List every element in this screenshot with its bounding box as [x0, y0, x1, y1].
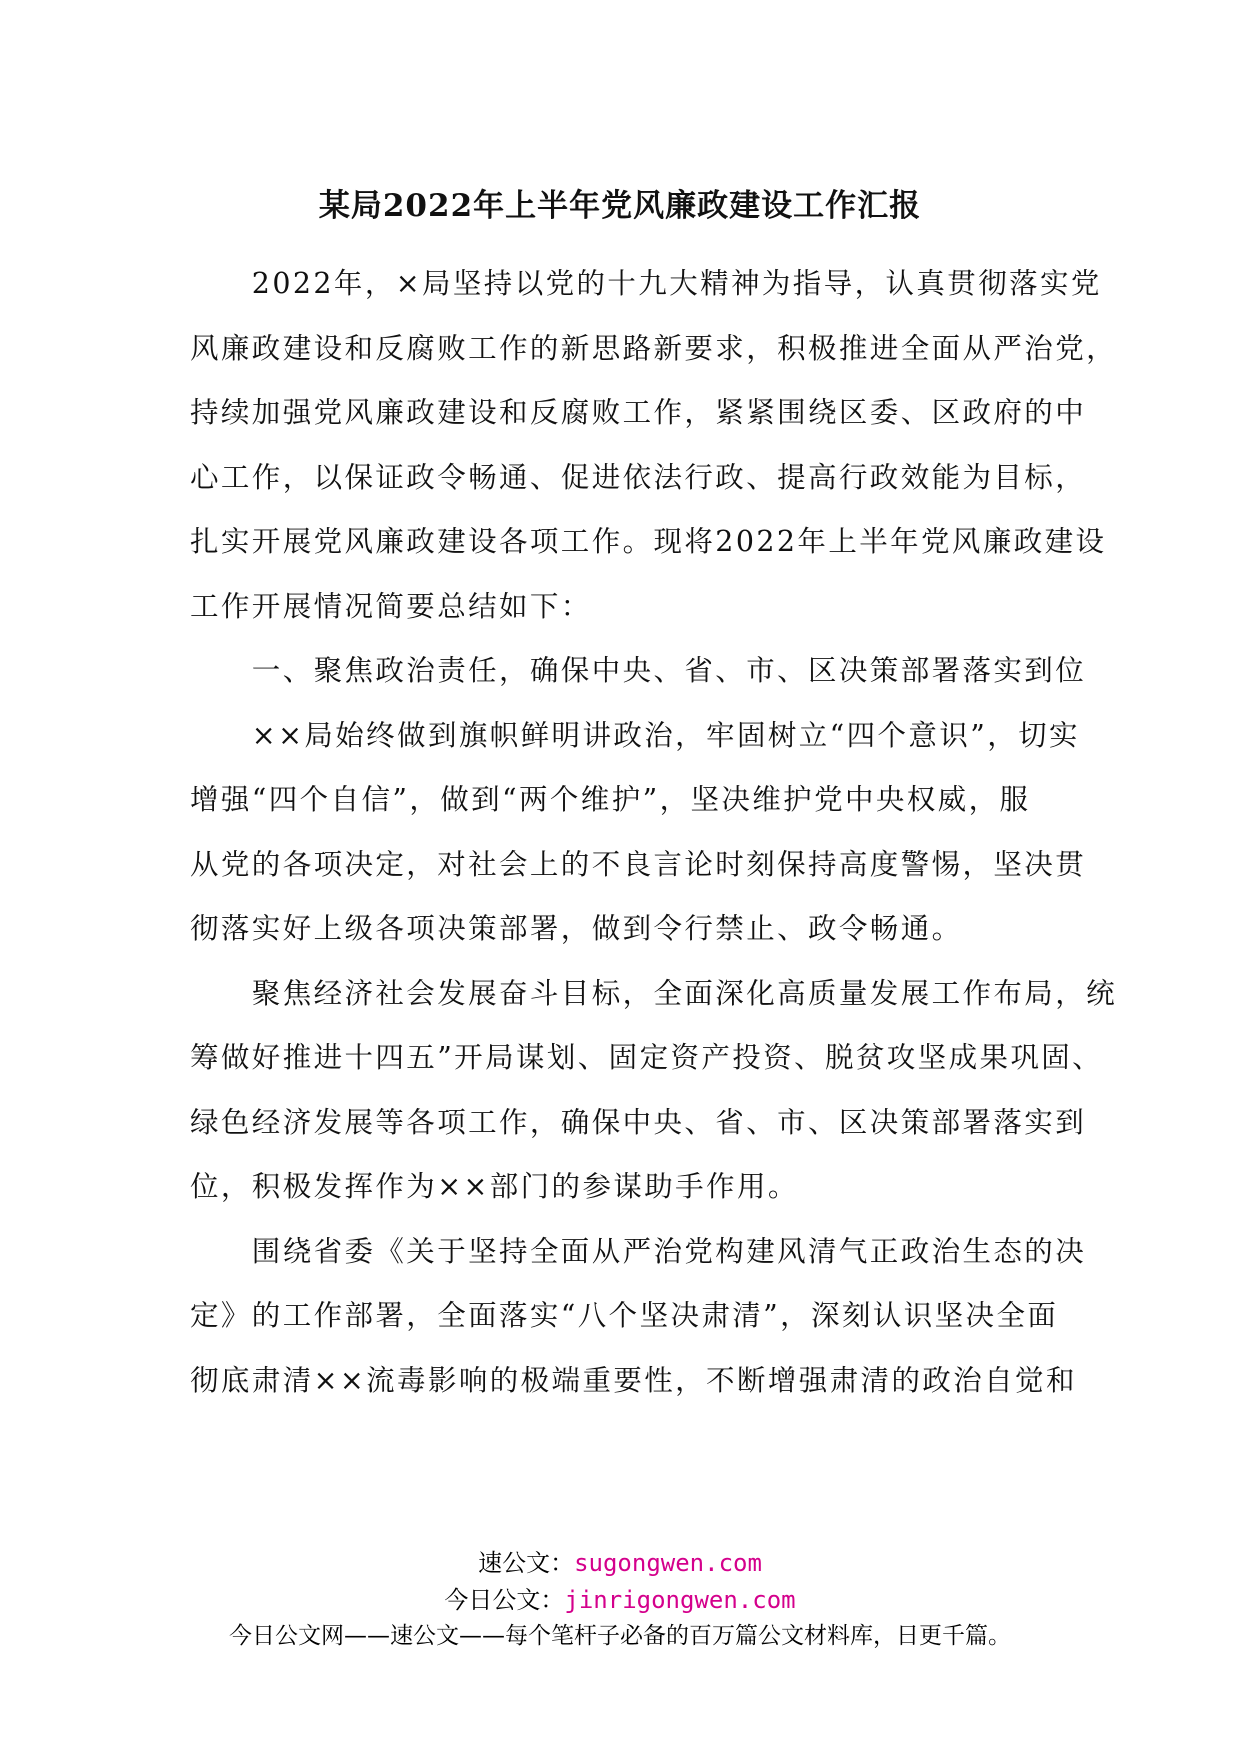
footer-jinrigongwen-link[interactable]: jinrigongwen.com [564, 1586, 796, 1614]
footer-sugongwen [0, 1543, 1240, 1578]
body-line: 风廉政建设和反腐败工作的新思路新要求，积极推进全面从严治党， [190, 331, 1118, 365]
body-line: ××局始终做到旗帜鲜明讲政治，牢固树立“四个意识”，切实 [190, 718, 1080, 752]
body-line: 增强“四个自信”，做到“两个维护”，坚决维护党中央权威，服 [190, 783, 1031, 816]
body-line: 工作开展情况简要总结如下： [190, 589, 592, 623]
footer-sugongwen-link[interactable]: sugongwen.com [574, 1549, 762, 1577]
body-line: 位，积极发挥作为××部门的参谋助手作用。 [190, 1170, 799, 1203]
document-body [190, 266, 1118, 1427]
body-line: 持续加强党风廉政建设和反腐败工作，紧紧围绕区委、区政府的中 [190, 396, 1087, 429]
body-line: 扎实开展党风廉政建设各项工作。现将2022年上半年党风廉政建设 [190, 525, 1107, 558]
footer-sugongwen-label: 速公文： [478, 1549, 575, 1577]
body-line: 聚焦经济社会发展奋斗目标，全面深化高质量发展工作布局，统 [190, 976, 1118, 1010]
body-line: 定》的工作部署，全面落实“八个坚决肃清”，深刻认识坚决全面 [190, 1299, 1059, 1332]
body-line: 心工作，以保证政令畅通、促进依法行政、提高行政效能为目标， [190, 460, 1087, 494]
body-line: 绿色经济发展等各项工作，确保中央、省、市、区决策部署落实到 [190, 1105, 1087, 1139]
body-line: 围绕省委《关于坚持全面从严治党构建风清气正政治生态的决 [190, 1234, 1087, 1268]
footer-jinrigongwen-label: 今日公文： [444, 1586, 565, 1614]
footer-jinrigongwen [0, 1580, 1240, 1615]
body-line: 筹做好推进十四五”开局谋划、固定资产投资、脱贫攻坚成果巩固、 [190, 1041, 1104, 1074]
document-title: 某局2022年上半年党风廉政建设工作汇报 [318, 188, 922, 224]
body-line: 彻底肃清××流毒影响的极端重要性，不断增强肃清的政治自觉和 [190, 1363, 1077, 1397]
section-heading: 一、聚焦政治责任，确保中央、省、市、区决策部署落实到位 [190, 654, 1087, 687]
body-line: 从党的各项决定，对社会上的不良言论时刻保持高度警惕，坚决贯 [190, 847, 1087, 881]
body-line: 2022年，×局坚持以党的十九大精神为指导，认真贯彻落实党 [190, 267, 1102, 300]
body-line: 彻落实好上级各项决策部署，做到令行禁止、政令畅通。 [190, 912, 963, 945]
footer-tagline: 今日公文网——速公文——每个笔杆子必备的百万篇公文材料库，日更千篇。 [229, 1623, 1011, 1649]
